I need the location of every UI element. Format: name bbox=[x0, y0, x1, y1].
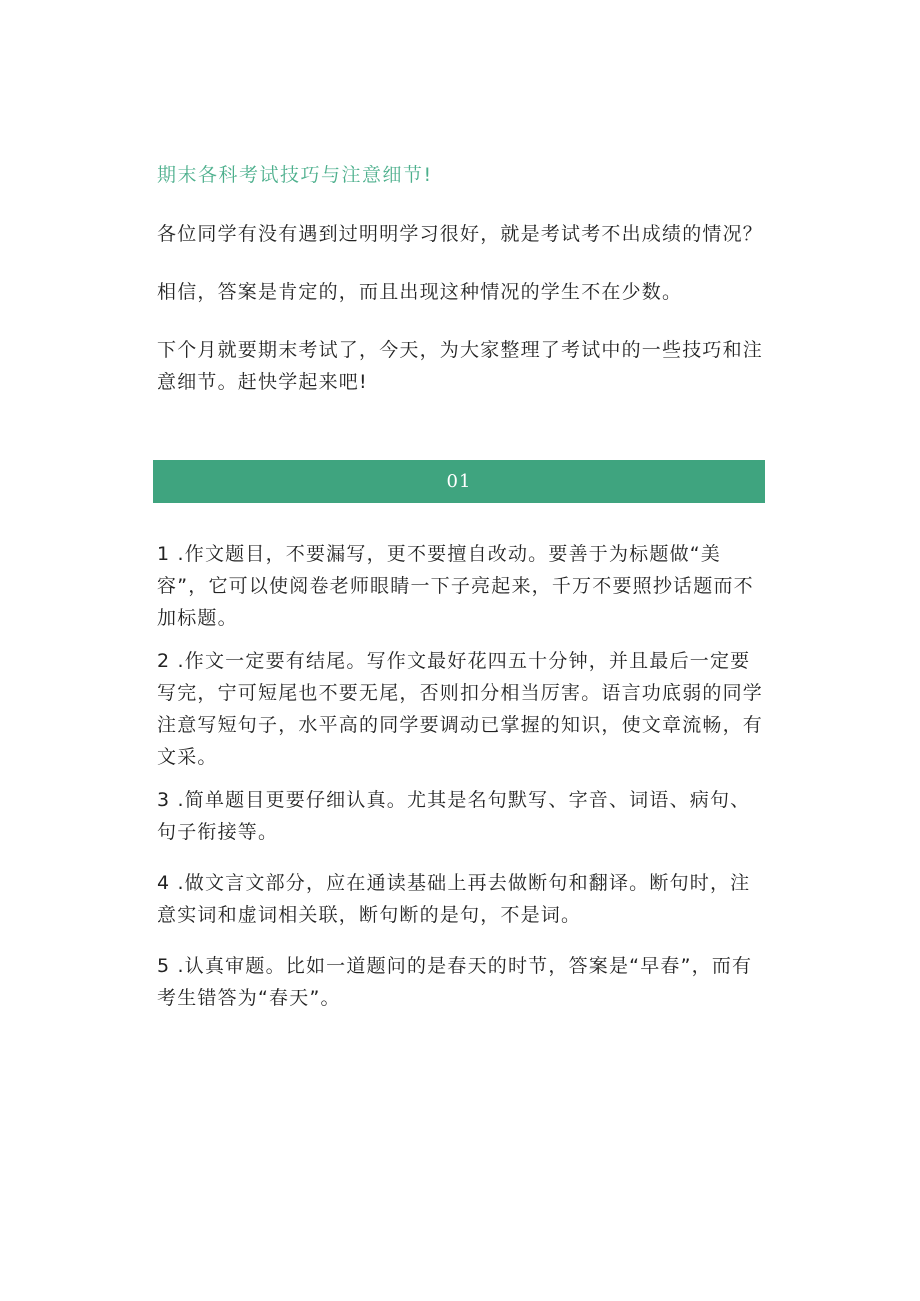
section-header-bar bbox=[153, 460, 765, 503]
section-number: 01 bbox=[446, 471, 472, 492]
tip-item-1 bbox=[157, 538, 767, 634]
tip-item-2 bbox=[157, 645, 767, 773]
tip-text-4: 4 .做文言文部分，应在通读基础上再去做断句和翻译。断句时，注意实词和虚词相关联，断句断的是句，不是词。 bbox=[157, 872, 751, 926]
tip-text-1: 1 .作文题目，不要漏写，更不要擅自改动。要善于为标题做“美容”，它可以使阅卷老师眼睛一下子亮起来，千万不要照抄话题而不加标题。 bbox=[157, 543, 754, 629]
tip-item-3 bbox=[157, 784, 767, 848]
tip-text-3: 3 .简单题目更要仔细认真。尤其是名句默写、字音、词语、病句、句子衔接等。 bbox=[157, 789, 751, 843]
tip-text-2: 2 .作文一定要有结尾。写作文最好花四五十分钟，并且最后一定要写完，宁可短尾也不要无尾，否则扣分相当厉害。语言功底弱的同学注意写短句子，水平高的同学要调动已掌握的知识，使文章流畅，有文采。 bbox=[157, 650, 764, 768]
article-title: 期末各科考试技巧与注意细节! bbox=[157, 164, 433, 186]
tip-item-4 bbox=[157, 867, 767, 931]
intro-paragraph-2: 相信，答案是肯定的，而且出现这种情况的学生不在少数。 bbox=[157, 281, 683, 303]
intro-paragraph-3: 下个月就要期末考试了，今天，为大家整理了考试中的一些技巧和注意细节。赶快学起来吧! bbox=[157, 339, 764, 393]
tip-text-5: 5 .认真审题。比如一道题问的是春天的时节，答案是“早春”，而有考生错答为“春天”。 bbox=[157, 955, 753, 1009]
intro-paragraph-1: 各位同学有没有遇到过明明学习很好，就是考试考不出成绩的情况？ bbox=[157, 223, 764, 245]
tip-item-5 bbox=[157, 950, 767, 1014]
